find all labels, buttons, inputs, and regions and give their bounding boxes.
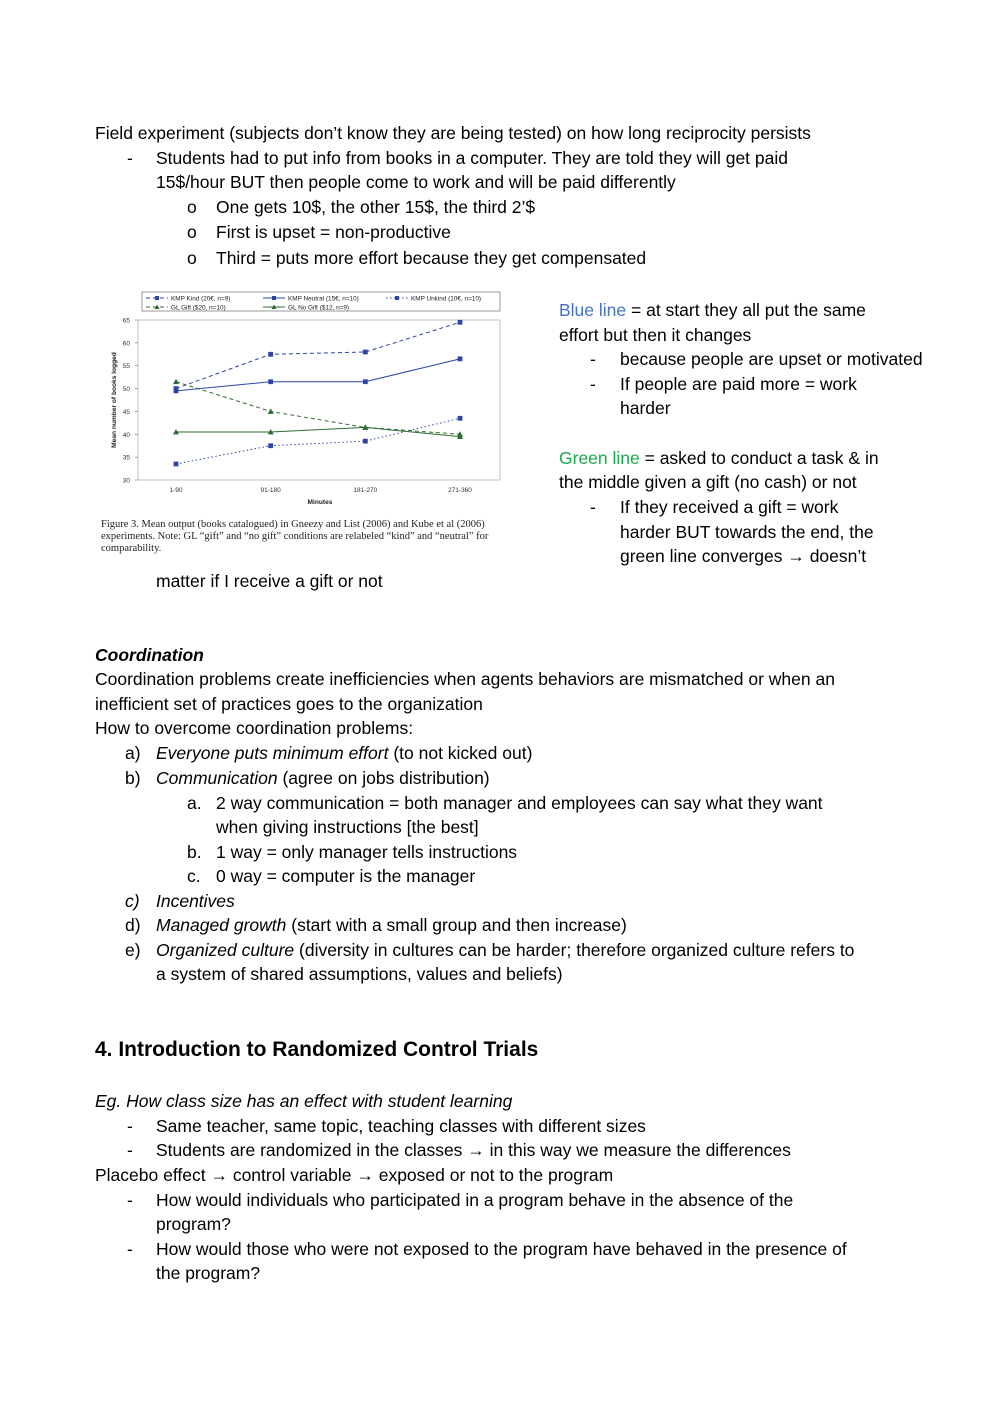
blue-line-note bbox=[559, 298, 866, 322]
list-item-e-ital: Organized culture bbox=[156, 940, 295, 960]
data-point-square bbox=[458, 356, 463, 361]
legend-label: GL Gift ($20, n=10) bbox=[171, 304, 226, 312]
list-item-a-rest: (to not kicked out) bbox=[388, 743, 533, 763]
rct-example: Eg. How class size has an effect with student learning bbox=[95, 1091, 513, 1111]
green-bullet-line1: If they received a gift = work bbox=[620, 497, 839, 517]
intro-bullet-line2: 15$/hour BUT then people come to work and will be paid differently bbox=[156, 172, 676, 192]
series-line bbox=[176, 382, 460, 435]
rct-question-2-line2: the program? bbox=[156, 1263, 261, 1283]
legend-marker-square bbox=[272, 296, 276, 300]
series-line bbox=[176, 418, 460, 464]
x-axis-title: Minutes bbox=[307, 499, 333, 506]
dash-bullet: - bbox=[127, 1116, 133, 1136]
circle-bullet: o bbox=[187, 248, 197, 268]
list-item-e-line2: a system of shared assumptions, values and beliefs) bbox=[156, 964, 563, 984]
y-tick-label: 50 bbox=[122, 386, 130, 394]
dash-bullet: - bbox=[127, 1190, 133, 1210]
green-line-text: = asked to conduct a task & in bbox=[639, 448, 879, 468]
data-point-triangle bbox=[268, 408, 274, 413]
sublist-item-c: 0 way = computer is the manager bbox=[216, 866, 476, 886]
data-point-square bbox=[268, 379, 273, 384]
list-item-b-ital: Communication bbox=[156, 768, 278, 788]
legend-label: KMP Kind (20€, n=9) bbox=[171, 295, 231, 303]
sublist-label-c: c. bbox=[187, 866, 201, 886]
x-tick-label: 271-360 bbox=[448, 487, 472, 494]
chart-legend bbox=[142, 292, 500, 312]
rct-question-1-line1: How would individuals who participated in a program behave in the absence of the bbox=[156, 1190, 794, 1210]
legend-label: KMP Neutral (15€, n=10) bbox=[288, 295, 359, 303]
sublist-item-b: 1 way = only manager tells instructions bbox=[216, 842, 518, 862]
sublist-label-b: b. bbox=[187, 842, 202, 862]
plot-frame bbox=[138, 320, 500, 480]
y-tick-label: 35 bbox=[122, 454, 130, 462]
list-item-e-rest: (diversity in cultures can be harder; therefore organized culture refers to bbox=[294, 940, 855, 960]
green-bullet-line4: matter if I receive a gift or not bbox=[156, 571, 383, 591]
list-item-d bbox=[156, 913, 627, 937]
coordination-title: Coordination bbox=[95, 645, 204, 665]
y-tick-label: 65 bbox=[122, 317, 130, 325]
y-tick-label: 30 bbox=[122, 477, 130, 485]
legend-marker-square bbox=[395, 296, 399, 300]
legend-label: KMP Unkind (10€, n=10) bbox=[411, 295, 482, 303]
list-item-b bbox=[156, 766, 490, 790]
list-label-e: e) bbox=[125, 940, 141, 960]
chart-axes bbox=[111, 318, 500, 507]
figure-caption-line1: Figure 3. Mean output (books catalogued) in Gneezy and List (2006) and Kube et al (2006) bbox=[101, 519, 485, 530]
data-point-square bbox=[458, 320, 463, 325]
list-label-c: c) bbox=[125, 891, 140, 911]
dash-bullet: - bbox=[590, 374, 596, 394]
blue-bullet-2-line1: If people are paid more = work bbox=[620, 374, 857, 394]
data-point-square bbox=[363, 350, 368, 355]
circle-bullet: o bbox=[187, 222, 197, 242]
series-line bbox=[176, 359, 460, 391]
list-label-b: b) bbox=[125, 768, 141, 788]
blue-line-text2: effort but then it changes bbox=[559, 325, 752, 345]
intro-line: Field experiment (subjects don’t know they are being tested) on how long reciprocity persists bbox=[95, 123, 811, 143]
dash-bullet: - bbox=[127, 148, 133, 168]
data-point-square bbox=[174, 388, 179, 393]
coordination-p3: How to overcome coordination problems: bbox=[95, 718, 414, 738]
data-point-square bbox=[458, 416, 463, 421]
blue-bullet-1: because people are upset or motivated bbox=[620, 349, 923, 369]
green-line-label: Green line bbox=[559, 448, 640, 468]
dash-bullet: - bbox=[127, 1239, 133, 1259]
sub-bullet-1: One gets 10$, the other 15$, the third 2’$ bbox=[216, 197, 536, 217]
rct-placebo: Placebo effect → control variable → exposed or not to the program bbox=[95, 1165, 614, 1185]
y-tick-label: 60 bbox=[122, 340, 130, 348]
data-point-square bbox=[363, 379, 368, 384]
figure-caption-line2: experiments. Note: GL “gift” and “no gift” conditions are relabeled “kind” and “neutral” for bbox=[101, 531, 489, 542]
rct-bullet-1: Same teacher, same topic, teaching classes with different sizes bbox=[156, 1116, 646, 1136]
sub-bullet-2: First is upset = non-productive bbox=[216, 222, 451, 242]
data-point-square bbox=[174, 462, 179, 467]
sublist-item-a-line2: when giving instructions [the best] bbox=[216, 817, 479, 837]
data-point-square bbox=[268, 352, 273, 357]
sublist-item-a-line1: 2 way communication = both manager and employees can say what they want bbox=[216, 793, 823, 813]
data-point-triangle bbox=[173, 379, 179, 384]
x-tick-label: 1-90 bbox=[169, 487, 183, 494]
sub-bullet-3: Third = puts more effort because they get compensated bbox=[216, 248, 647, 268]
intro-bullet-line1: Students had to put info from books in a computer. They are told they will get paid bbox=[156, 148, 788, 168]
blue-bullet-2-line2: harder bbox=[620, 398, 671, 418]
series-line bbox=[176, 322, 460, 388]
rct-question-1-line2: program? bbox=[156, 1214, 231, 1234]
list-item-d-ital: Managed growth bbox=[156, 915, 287, 935]
list-item-c: Incentives bbox=[156, 891, 235, 911]
list-item-a bbox=[156, 741, 532, 765]
list-item-b-rest: (agree on jobs distribution) bbox=[277, 768, 490, 788]
line-chart bbox=[98, 286, 548, 556]
list-label-d: d) bbox=[125, 915, 141, 935]
coordination-p1: Coordination problems create inefficiencies when agents behaviors are mismatched or when an bbox=[95, 669, 835, 689]
section-heading: 4. Introduction to Randomized Control Trials bbox=[95, 1038, 539, 1061]
dash-bullet: - bbox=[590, 497, 596, 517]
green-line-text2: the middle given a gift (no cash) or not bbox=[559, 472, 857, 492]
chart-series bbox=[173, 320, 463, 467]
circle-bullet: o bbox=[187, 197, 197, 217]
data-point-square bbox=[268, 443, 273, 448]
rct-bullet-2: Students are randomized in the classes → in this way we measure the differences bbox=[156, 1140, 791, 1160]
list-label-a: a) bbox=[125, 743, 141, 763]
y-tick-label: 45 bbox=[122, 408, 130, 416]
green-bullet-line2: harder BUT towards the end, the bbox=[620, 522, 874, 542]
green-line-note bbox=[559, 446, 879, 470]
x-tick-label: 91-180 bbox=[260, 487, 281, 494]
list-item-d-rest: (start with a small group and then increase) bbox=[286, 915, 627, 935]
list-item-e bbox=[156, 938, 854, 962]
y-axis-title: Mean number of books logged bbox=[111, 352, 118, 448]
y-tick-label: 55 bbox=[122, 363, 130, 371]
figure-caption-line3: comparability. bbox=[101, 543, 162, 554]
coordination-p2: inefficient set of practices goes to the organization bbox=[95, 694, 483, 714]
y-tick-label: 40 bbox=[122, 431, 130, 439]
dash-bullet: - bbox=[127, 1140, 133, 1160]
sublist-label-a: a. bbox=[187, 793, 202, 813]
x-tick-label: 181-270 bbox=[353, 487, 378, 494]
list-item-a-ital: Everyone puts minimum effort bbox=[156, 743, 389, 763]
green-bullet-line3: green line converges → doesn’t bbox=[620, 546, 867, 566]
rct-question-2-line1: How would those who were not exposed to the program have behaved in the presence of bbox=[156, 1239, 847, 1259]
legend-marker-square bbox=[155, 296, 159, 300]
dash-bullet: - bbox=[590, 349, 596, 369]
blue-line-text: = at start they all put the same bbox=[626, 300, 866, 320]
blue-line-label: Blue line bbox=[559, 300, 627, 320]
data-point-square bbox=[363, 439, 368, 444]
legend-label: GL No Gift ($12, n=9) bbox=[288, 304, 350, 312]
